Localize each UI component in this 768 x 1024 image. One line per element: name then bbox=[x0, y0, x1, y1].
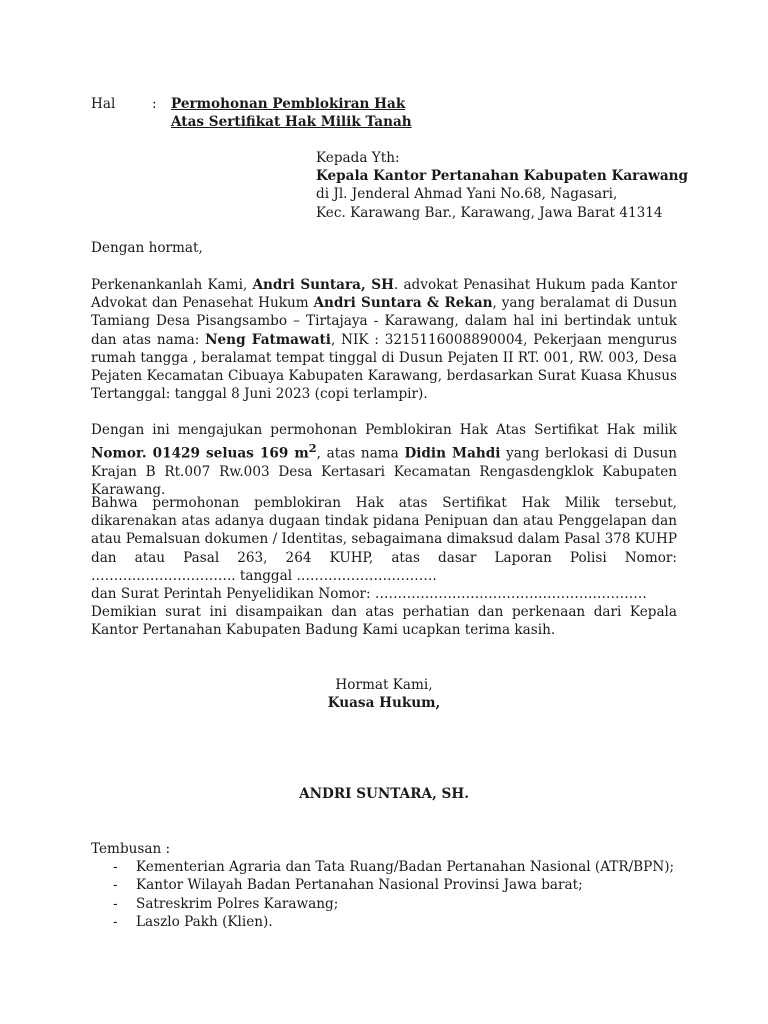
carbon-copy-block bbox=[91, 840, 674, 931]
p3-text-1: Bahwa permohonan pemblokiran Hak atas Sertifikat Hak Milik tersebut, dikarenakan atas adanya dugaan tindak pidana Penipuan dan atau Penggelapan dan atau Pemalsuan dokumen / Identitas, sebagaimana dimaksud dalam Pasal 378 KUHP dan atau Pasal 263, 264 KUHP, atas dasar Laporan Polisi Nomor: ………………………….. tanggal …………………………. bbox=[91, 495, 677, 584]
greeting: Dengan hormat, bbox=[91, 240, 203, 256]
owner-name: Didin Mahdi bbox=[404, 445, 501, 462]
list-item bbox=[91, 876, 674, 894]
subject-label: Hal bbox=[91, 96, 116, 112]
recipient-block bbox=[316, 149, 688, 222]
p1-text-4: , NIK : 3215116008890004, Pekerjaan mengurus rumah tangga , beralamat tempat tinggal di Dusun Pejaten II RT. 001, RW. 003, Desa Pejaten Kecamatan Cibuaya Kabupaten Karawang, berdasarkan Surat Kuasa Khusus Tertanggal: tanggal 8 Juni 2023 (copi terlampir). bbox=[91, 331, 677, 403]
closing-block bbox=[0, 676, 768, 712]
p1-text-1: Perkenankanlah Kami, bbox=[91, 277, 253, 293]
paragraph-introduction bbox=[91, 276, 677, 403]
list-item-text: Kantor Wilayah Badan Pertanahan Nasional Provinsi Jawa barat; bbox=[136, 877, 583, 894]
list-dash: - bbox=[113, 877, 118, 894]
recipient-salutation: Kepada Yth: bbox=[316, 150, 400, 166]
recipient-name: Kepala Kantor Pertanahan Kabupaten Karawang bbox=[316, 168, 689, 185]
list-item-text: Satreskrim Polres Karawang; bbox=[136, 895, 339, 912]
carbon-copy-list bbox=[91, 858, 674, 931]
carbon-copy-title: Tembusan : bbox=[91, 841, 171, 857]
p3-text-2: dan Surat Perintah Penyelidikan Nomor: …………………………………………………… bbox=[91, 586, 647, 603]
subject-title bbox=[171, 95, 412, 131]
closing-role: Kuasa Hukum, bbox=[327, 695, 441, 712]
list-item bbox=[91, 913, 674, 931]
certificate-number: Nomor. 01429 seluas 169 m bbox=[91, 445, 309, 462]
paragraph-reason bbox=[91, 494, 677, 603]
list-dash: - bbox=[113, 859, 118, 876]
list-dash: - bbox=[113, 913, 118, 930]
paragraph-closing: Demikian surat ini disampaikan dan atas perhatian dan perkenaan dari Kepala Kantor Pertanahan Kabupaten Badung Kami ucapkan terima kasih. bbox=[91, 604, 677, 639]
p2-text-1: Dengan ini mengajukan permohonan Pemblokiran Hak Atas Sertifikat Hak milik bbox=[91, 422, 677, 438]
recipient-address-line-1: di Jl. Jenderal Ahmad Yani No.68, Nagasari, bbox=[316, 186, 618, 203]
subject-colon: : bbox=[152, 96, 157, 112]
closing-regards: Hormat Kami, bbox=[335, 677, 433, 693]
list-dash: - bbox=[113, 895, 118, 912]
signer-name: ANDRI SUNTARA, SH. bbox=[299, 786, 469, 802]
list-item-text: Laszlo Pakh (Klien). bbox=[136, 913, 273, 930]
list-item bbox=[91, 858, 674, 876]
subject-line-2: Atas Sertifikat Hak Milik Tanah bbox=[171, 114, 412, 131]
p2-text-2: , atas nama bbox=[316, 445, 405, 462]
p1-text-3: , yang beralamat di Dusun Tamiang Desa Pisangsambo – Tirtajaya - Karawang, dalam hal ini bertindak untuk dan atas nama: bbox=[91, 295, 678, 348]
list-item bbox=[91, 895, 674, 913]
list-item-text: Kementerian Agraria dan Tata Ruang/Badan Pertanahan Nasional (ATR/BPN); bbox=[136, 859, 675, 876]
p2-text-3: yang berlokasi di Dusun Krajan B Rt.007 Rw.003 Desa Kertasari Kecamatan Rengasdengklok Kabupaten Karawang. bbox=[91, 445, 677, 499]
law-firm-name: Andri Suntara & Rekan bbox=[313, 295, 493, 312]
subject-line-1: Permohonan Pemblokiran Hak bbox=[171, 96, 406, 112]
client-name: Neng Fatmawati bbox=[205, 331, 331, 348]
area-superscript: 2 bbox=[308, 441, 317, 456]
p1-text-2: . advokat Penasihat Hukum pada Kantor Advokat dan Penasehat Hukum bbox=[91, 277, 677, 312]
advocate-name: Andri Suntara, SH bbox=[252, 277, 394, 293]
paragraph-request bbox=[91, 421, 677, 499]
recipient-address-line-2: Kec. Karawang Bar., Karawang, Jawa Barat 41314 bbox=[316, 204, 663, 221]
